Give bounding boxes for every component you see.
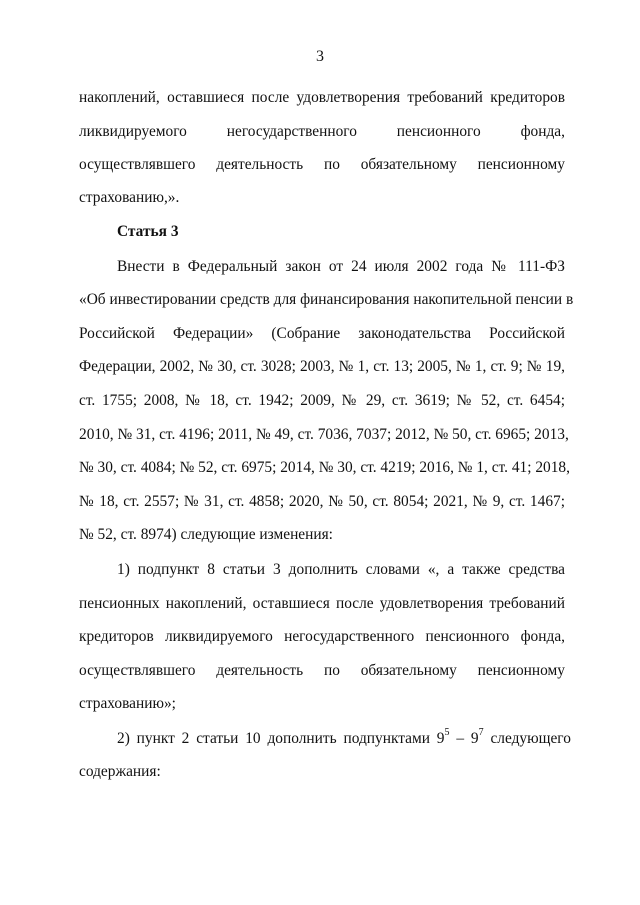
superscript: 7: [478, 726, 484, 738]
text-line: накоплений, оставшиеся после удовлетворения требований кредиторов: [79, 89, 565, 106]
text-line: Федерации, 2002, № 30, ст. 3028; 2003, № 1, ст. 13; 2005, № 1, ст. 9; № 19,: [79, 358, 565, 375]
text-line: Внести в Федеральный закон от 24 июля 2002 года № 111-ФЗ: [117, 258, 565, 275]
text-line: пенсионных накоплений, оставшиеся после удовлетворения требований: [79, 595, 565, 612]
article-heading: Статья 3: [117, 223, 179, 240]
text-line: страхованию»;: [79, 695, 176, 712]
text-line: 2010, № 31, ст. 4196; 2011, № 49, ст. 7036, 7037; 2012, № 50, ст. 6965; 2013,: [79, 426, 569, 443]
text-line-with-superscripts: [117, 726, 571, 749]
text-line: ст. 1755; 2008, № 18, ст. 1942; 2009, № 29, ст. 3619; № 52, ст. 6454;: [79, 392, 565, 409]
text-line: осуществлявшего деятельность по обязательному пенсионному: [79, 662, 565, 679]
text-segment: – 9: [449, 730, 479, 747]
text-line: содержания:: [79, 763, 161, 780]
page-number: 3: [316, 48, 324, 65]
text-segment: 2) пункт 2 статьи 10 дополнить подпунктами 9: [117, 730, 445, 747]
text-line: № 52, ст. 8974) следующие изменения:: [79, 526, 333, 543]
text-line: ликвидируемого негосударственного пенсионного фонда,: [79, 123, 565, 140]
text-line: «Об инвестировании средств для финансирования накопительной пенсии в: [79, 291, 574, 308]
text-line: страхованию,».: [79, 189, 180, 206]
text-line: кредиторов ликвидируемого негосударственного пенсионного фонда,: [79, 628, 565, 645]
text-line: 1) подпункт 8 статьи 3 дополнить словами «, а также средства: [117, 561, 565, 578]
superscript: 5: [444, 726, 450, 738]
text-line: № 30, ст. 4084; № 52, ст. 6975; 2014, № 30, ст. 4219; 2016, № 1, ст. 41; 2018,: [79, 459, 570, 476]
text-line: № 18, ст. 2557; № 31, ст. 4858; 2020, № 50, ст. 8054; 2021, № 9, ст. 1467;: [79, 493, 565, 510]
text-line: Российской Федерации» (Собрание законодательства Российской: [79, 325, 565, 342]
text-line: осуществлявшего деятельность по обязательному пенсионному: [79, 156, 565, 173]
text-segment: следующего: [483, 730, 571, 747]
